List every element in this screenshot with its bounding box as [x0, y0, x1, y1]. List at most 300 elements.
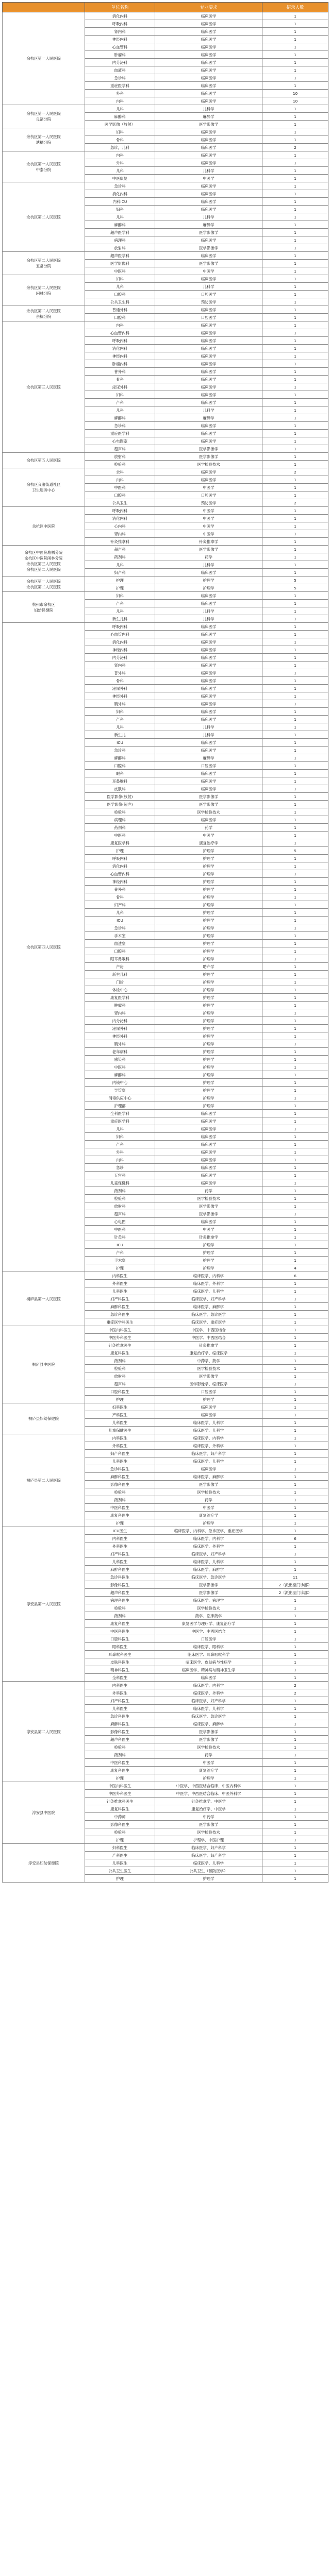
- count-cell: 1: [262, 1496, 328, 1504]
- count-cell: 1: [262, 646, 328, 654]
- major-cell: 临床医学: [155, 1172, 262, 1179]
- count-cell: 1: [262, 685, 328, 692]
- department-cell: 产科: [85, 1249, 155, 1257]
- department-cell: 骨科: [85, 677, 155, 685]
- table-row: [3, 453, 328, 461]
- department-cell: 眼科医生: [85, 1643, 155, 1651]
- department-cell: 放射科: [85, 1372, 155, 1380]
- count-cell: 1: [262, 677, 328, 685]
- count-cell: 1: [262, 1867, 328, 1875]
- org-cell: 余杭区第一人民医院 良渚分院: [3, 105, 85, 128]
- count-cell: 1: [262, 182, 328, 190]
- count-cell: 1: [262, 66, 328, 74]
- major-cell: 公共卫生（预防医学）: [155, 1867, 262, 1875]
- count-cell: 1: [262, 1396, 328, 1403]
- count-cell: 1: [262, 221, 328, 229]
- major-cell: 临床医学、妇产科学: [155, 1852, 262, 1859]
- major-cell: 医学检验技术: [155, 1743, 262, 1751]
- department-cell: 中医科: [85, 832, 155, 839]
- major-cell: 临床医学: [155, 383, 262, 391]
- major-cell: 临床医学: [155, 159, 262, 167]
- count-cell: 1: [262, 1172, 328, 1179]
- header-cell-department: 单位名称: [85, 3, 155, 12]
- count-cell: 1: [262, 1156, 328, 1164]
- department-cell: 眼科: [85, 770, 155, 777]
- major-cell: 中医学: [155, 175, 262, 182]
- count-cell: 1: [262, 1117, 328, 1125]
- count-cell: 1: [262, 538, 328, 546]
- major-cell: 临床医学: [155, 74, 262, 82]
- major-cell: 针灸推拿学: [155, 1342, 262, 1349]
- count-cell: 1: [262, 1148, 328, 1156]
- department-cell: 妇科医生: [85, 1403, 155, 1411]
- department-cell: 麻醉科医生: [85, 1303, 155, 1311]
- major-cell: 临床医学: [155, 51, 262, 59]
- department-cell: 中医外科医生: [85, 1334, 155, 1342]
- org-cell: 余杭区中医院: [3, 507, 85, 546]
- department-cell: ICU: [85, 739, 155, 747]
- department-cell: 口腔科: [85, 762, 155, 770]
- department-cell: 急诊科医生: [85, 1311, 155, 1318]
- major-cell: 药学: [155, 553, 262, 561]
- count-cell: 1: [262, 1658, 328, 1666]
- department-cell: 康复科医生: [85, 1620, 155, 1628]
- department-cell: 内科: [85, 1156, 155, 1164]
- major-cell: 医学检验技术: [155, 1604, 262, 1612]
- major-cell: 临床医学: [155, 1164, 262, 1172]
- department-cell: 超声医学科: [85, 229, 155, 236]
- major-cell: 药学: [155, 1496, 262, 1504]
- count-cell: 1: [262, 1821, 328, 1828]
- major-cell: 护理学: [155, 1079, 262, 1087]
- major-cell: 临床医学、病理学: [155, 1597, 262, 1604]
- count-cell: 1: [262, 1303, 328, 1311]
- department-cell: 耳鼻喉科: [85, 777, 155, 785]
- major-cell: 医学影像学: [155, 546, 262, 553]
- count-cell: 1: [262, 1110, 328, 1117]
- department-cell: 心电图: [85, 1218, 155, 1226]
- count-cell: 1: [262, 716, 328, 723]
- major-cell: 药学: [155, 1187, 262, 1195]
- count-cell: 2: [262, 1689, 328, 1697]
- org-cell: 余杭区中医院塘栖分院 余杭区中医院闲林分院 余杭区第三人民医院 余杭区第二人民医院: [3, 546, 85, 577]
- department-cell: 五官科: [85, 1172, 155, 1179]
- count-cell: 1: [262, 1025, 328, 1032]
- department-cell: 神经外科: [85, 692, 155, 700]
- org-cell: 淳安县中医院: [3, 1782, 85, 1844]
- department-cell: 康复医学科: [85, 994, 155, 1002]
- count-cell: 1: [262, 1751, 328, 1759]
- major-cell: 临床医学: [155, 352, 262, 360]
- major-cell: 药学: [155, 1751, 262, 1759]
- major-cell: 针灸推拿学、中医学: [155, 1798, 262, 1805]
- major-cell: 护理学: [155, 870, 262, 878]
- department-cell: 妇科: [85, 128, 155, 136]
- count-cell: 1: [262, 1365, 328, 1372]
- count-cell: 1: [262, 824, 328, 832]
- major-cell: 中医学: [155, 1226, 262, 1233]
- org-cell: 桐庐县中医院: [3, 1326, 85, 1403]
- department-cell: 儿科: [85, 283, 155, 291]
- department-cell: 骨科: [85, 893, 155, 901]
- count-cell: 1: [262, 909, 328, 917]
- department-cell: 急诊科: [85, 422, 155, 430]
- major-cell: 护理学: [155, 924, 262, 932]
- department-cell: 肾内科: [85, 28, 155, 36]
- department-cell: 检验科: [85, 1488, 155, 1496]
- count-cell: 1: [262, 105, 328, 113]
- table-body: [3, 12, 328, 1883]
- major-cell: 康复治疗学: [155, 1767, 262, 1774]
- table-row: [3, 468, 328, 476]
- major-cell: 康复医学与理疗学、康复治疗学: [155, 1620, 262, 1628]
- major-cell: 临床医学: [155, 747, 262, 754]
- count-cell: 2: [262, 144, 328, 151]
- major-cell: 护理学: [155, 1063, 262, 1071]
- major-cell: 针灸推拿学: [155, 1233, 262, 1241]
- major-cell: 临床医学: [155, 592, 262, 600]
- count-cell: 1: [262, 1295, 328, 1303]
- major-cell: 临床医学: [155, 82, 262, 90]
- department-cell: 护理: [85, 1875, 155, 1883]
- department-cell: 内科: [85, 476, 155, 484]
- table-row: [3, 592, 328, 600]
- count-cell: 1: [262, 700, 328, 708]
- department-cell: 新生儿科: [85, 971, 155, 978]
- department-cell: 消毒供应中心: [85, 1094, 155, 1102]
- count-cell: 1: [262, 306, 328, 314]
- major-cell: 临床医学、急诊医学: [155, 1713, 262, 1720]
- department-cell: 口腔科: [85, 947, 155, 955]
- count-cell: 1: [262, 1094, 328, 1102]
- major-cell: 临床医学: [155, 623, 262, 631]
- department-cell: 口腔科医生: [85, 1635, 155, 1643]
- major-cell: 麻醉学: [155, 414, 262, 422]
- department-cell: 针灸推拿科: [85, 538, 155, 546]
- count-cell: 1: [262, 662, 328, 669]
- major-cell: 临床医学: [155, 59, 262, 66]
- count-cell: 1: [262, 1202, 328, 1210]
- count-cell: 1: [262, 638, 328, 646]
- count-cell: 1: [262, 654, 328, 662]
- major-cell: 临床医学: [155, 692, 262, 700]
- major-cell: 儿科学: [155, 723, 262, 731]
- count-cell: 1: [262, 1079, 328, 1087]
- table-row: [3, 306, 328, 314]
- major-cell: 临床医学、妇产科学: [155, 1450, 262, 1458]
- count-cell: 1: [262, 1488, 328, 1496]
- count-cell: 1: [262, 723, 328, 731]
- count-cell: 1: [262, 739, 328, 747]
- count-cell: 1: [262, 1009, 328, 1017]
- count-cell: 1: [262, 1318, 328, 1326]
- department-cell: 精神科医生: [85, 1666, 155, 1674]
- major-cell: 护理学: [155, 1875, 262, 1883]
- org-cell: 杭州市余杭区 妇幼保健院: [3, 592, 85, 623]
- table-row: [3, 1782, 328, 1790]
- count-cell: 1: [262, 1628, 328, 1635]
- count-cell: 1: [262, 623, 328, 631]
- org-cell: 淳安县第二人民医院: [3, 1682, 85, 1782]
- department-cell: 护理: [85, 1519, 155, 1527]
- department-cell: 普外科: [85, 368, 155, 376]
- department-cell: 血液科: [85, 66, 155, 74]
- count-cell: 1: [262, 994, 328, 1002]
- major-cell: 护理学: [155, 577, 262, 584]
- org-cell: 余杭区第三人民医院: [3, 321, 85, 453]
- major-cell: 助产学: [155, 963, 262, 971]
- major-cell: 临床医学、儿科学: [155, 1859, 262, 1867]
- major-cell: 临床医学: [155, 1403, 262, 1411]
- department-cell: 药剂科: [85, 824, 155, 832]
- department-cell: 普通外科: [85, 306, 155, 314]
- major-cell: 康复治疗学、中医学: [155, 1805, 262, 1813]
- count-cell: 1: [262, 1852, 328, 1859]
- major-cell: 临床医学: [155, 770, 262, 777]
- major-cell: 儿科学: [155, 213, 262, 221]
- count-cell: 1: [262, 1249, 328, 1257]
- major-cell: 药学、临床药学: [155, 1612, 262, 1620]
- major-cell: 临床医学、眼科学: [155, 1643, 262, 1651]
- major-cell: 临床医学、外科学: [155, 1689, 262, 1697]
- major-cell: 临床医学: [155, 600, 262, 607]
- department-cell: 心血管科: [85, 43, 155, 51]
- department-cell: 神经内科: [85, 646, 155, 654]
- department-cell: 医学影像（放射）: [85, 121, 155, 128]
- count-cell: 2: [262, 1682, 328, 1689]
- major-cell: 医学影像学: [155, 260, 262, 267]
- department-cell: 儿科: [85, 213, 155, 221]
- major-cell: 临床医学: [155, 437, 262, 445]
- major-cell: 临床医学: [155, 1156, 262, 1164]
- major-cell: 护理学: [155, 1025, 262, 1032]
- count-cell: 10: [262, 90, 328, 97]
- major-cell: 中医学: [155, 484, 262, 492]
- major-cell: 医学影像学: [155, 453, 262, 461]
- major-cell: 临床医学、麻醉学: [155, 1720, 262, 1728]
- department-cell: 中医康复: [85, 175, 155, 182]
- count-cell: 1: [262, 113, 328, 121]
- department-cell: 内科医生: [85, 1434, 155, 1442]
- major-cell: 临床医学: [155, 360, 262, 368]
- department-cell: 急诊科医生: [85, 1465, 155, 1473]
- major-cell: 临床医学、儿科学: [155, 1705, 262, 1713]
- count-cell: 1: [262, 1767, 328, 1774]
- major-cell: 临床医学: [155, 90, 262, 97]
- department-cell: 妇科: [85, 1133, 155, 1141]
- department-cell: 呼吸内科: [85, 855, 155, 862]
- department-cell: 儿科医生: [85, 1705, 155, 1713]
- major-cell: 儿科学: [155, 283, 262, 291]
- department-cell: 影像科医生: [85, 1581, 155, 1589]
- department-cell: 药剂科: [85, 1187, 155, 1195]
- major-cell: 临床医学、皮肤病与性病学: [155, 1658, 262, 1666]
- major-cell: 临床医学: [155, 20, 262, 28]
- major-cell: 临床医学: [155, 739, 262, 747]
- major-cell: 药学: [155, 824, 262, 832]
- department-cell: 儿科医生: [85, 1558, 155, 1566]
- count-cell: 1: [262, 522, 328, 530]
- count-cell: 1: [262, 855, 328, 862]
- major-cell: 中医学、中西医结合临床、中医外科学: [155, 1790, 262, 1798]
- count-cell: 1: [262, 36, 328, 43]
- major-cell: 护理学: [155, 1396, 262, 1403]
- major-cell: 医学影像学: [155, 1481, 262, 1488]
- count-cell: 1: [262, 368, 328, 376]
- major-cell: 临床医学、儿科学: [155, 1427, 262, 1434]
- department-cell: 口腔科: [85, 492, 155, 499]
- major-cell: 护理学: [155, 1071, 262, 1079]
- major-cell: 临床医学: [155, 1465, 262, 1473]
- department-cell: 内科: [85, 321, 155, 329]
- department-cell: 儿童保健医生: [85, 1427, 155, 1434]
- department-cell: 放射科: [85, 1202, 155, 1210]
- department-cell: 检验科: [85, 1604, 155, 1612]
- department-cell: 呼吸内科: [85, 337, 155, 345]
- major-cell: 医学影像学: [155, 1210, 262, 1218]
- count-cell: 1: [262, 1133, 328, 1141]
- major-cell: 临床医学: [155, 708, 262, 716]
- count-cell: 1: [262, 1798, 328, 1805]
- major-cell: 医学影像学: [155, 1589, 262, 1597]
- department-cell: 医学影像(放射): [85, 793, 155, 801]
- department-cell: 血透室: [85, 940, 155, 947]
- major-cell: 临床医学: [155, 182, 262, 190]
- count-cell: 1: [262, 1342, 328, 1349]
- major-cell: 中医学: [155, 507, 262, 515]
- major-cell: 中医学: [155, 522, 262, 530]
- count-cell: 1: [262, 1257, 328, 1264]
- count-cell: 1: [262, 955, 328, 963]
- count-cell: 1: [262, 793, 328, 801]
- major-cell: 临床医学: [155, 151, 262, 159]
- major-cell: 口腔医学: [155, 762, 262, 770]
- major-cell: 护理学: [155, 1094, 262, 1102]
- count-cell: 1: [262, 1141, 328, 1148]
- department-cell: 呼吸内科: [85, 20, 155, 28]
- major-cell: 口腔医学: [155, 1635, 262, 1643]
- count-cell: 1: [262, 314, 328, 321]
- department-cell: 急诊科: [85, 182, 155, 190]
- department-cell: 麻醉科: [85, 221, 155, 229]
- count-cell: 1: [262, 128, 328, 136]
- count-cell: 1: [262, 669, 328, 677]
- department-cell: 影像科医生: [85, 1481, 155, 1488]
- org-cell: 余杭区第二人民医院 余杭分院: [3, 306, 85, 321]
- count-cell: 1: [262, 406, 328, 414]
- count-cell: 1: [262, 275, 328, 283]
- major-cell: 护理学: [155, 855, 262, 862]
- department-cell: 消化内科: [85, 862, 155, 870]
- department-cell: 公共卫生: [85, 499, 155, 507]
- table-row: [3, 1434, 328, 1442]
- department-cell: 内分泌科: [85, 654, 155, 662]
- major-cell: 临床医学: [155, 638, 262, 646]
- count-cell: 1: [262, 422, 328, 430]
- department-cell: 儿科: [85, 909, 155, 917]
- count-cell: 1: [262, 917, 328, 924]
- department-cell: 急诊科: [85, 74, 155, 82]
- org-cell: 余杭区第二人民医院 五常分院: [3, 252, 85, 275]
- org-cell: 余杭区第四人民医院: [3, 623, 85, 1272]
- major-cell: 临床医学: [155, 252, 262, 260]
- count-cell: 1: [262, 1233, 328, 1241]
- department-cell: 神经内科: [85, 352, 155, 360]
- major-cell: 临床医学: [155, 677, 262, 685]
- department-cell: 内镜中心: [85, 1079, 155, 1087]
- count-cell: 1: [262, 692, 328, 700]
- count-cell: 1: [262, 1071, 328, 1079]
- count-cell: 1: [262, 1419, 328, 1427]
- count-cell: 1: [262, 1002, 328, 1009]
- department-cell: 儿科医生: [85, 1287, 155, 1295]
- major-cell: 临床医学: [155, 1141, 262, 1148]
- major-cell: 护理学: [155, 1257, 262, 1264]
- count-cell: 1: [262, 747, 328, 754]
- department-cell: 急诊科: [85, 924, 155, 932]
- count-cell: 1: [262, 1210, 328, 1218]
- count-cell: 1: [262, 901, 328, 909]
- department-cell: 中医外科医生: [85, 1790, 155, 1798]
- count-cell: 1: [262, 1481, 328, 1488]
- department-cell: 产科: [85, 600, 155, 607]
- department-cell: 老年病科: [85, 1048, 155, 1056]
- department-cell: 检验科: [85, 1365, 155, 1372]
- major-cell: 临床医学: [155, 28, 262, 36]
- count-cell: 1: [262, 1759, 328, 1767]
- count-cell: 1: [262, 1403, 328, 1411]
- table-row: [3, 105, 328, 113]
- major-cell: 医学影像学: [155, 1736, 262, 1743]
- count-cell: 1: [262, 453, 328, 461]
- count-cell: 1: [262, 151, 328, 159]
- major-cell: 临床医学: [155, 700, 262, 708]
- major-cell: 口腔医学: [155, 492, 262, 499]
- count-cell: 1: [262, 1604, 328, 1612]
- count-cell: 1: [262, 391, 328, 399]
- major-cell: 临床医学: [155, 136, 262, 144]
- department-cell: 妇产科医生: [85, 1550, 155, 1558]
- table-row: [3, 1844, 328, 1852]
- org-cell: 余杭区第一人民医院 余杭区第二人民医院: [3, 577, 85, 592]
- department-cell: 影像科医生: [85, 1821, 155, 1828]
- major-cell: 临床医学、妇产科学: [155, 1844, 262, 1852]
- major-cell: 护理学: [155, 917, 262, 924]
- count-cell: 1: [262, 252, 328, 260]
- department-cell: 妇科: [85, 592, 155, 600]
- count-cell: 1: [262, 708, 328, 716]
- count-cell: 1: [262, 1697, 328, 1705]
- department-cell: 耳鼻喉科医生: [85, 1651, 155, 1658]
- count-cell: 1: [262, 321, 328, 329]
- major-cell: 临床医学、急诊医学: [155, 1573, 262, 1581]
- department-cell: 检验科: [85, 808, 155, 816]
- department-cell: 护理: [85, 1774, 155, 1782]
- count-cell: 1: [262, 1311, 328, 1318]
- table-row: [3, 321, 328, 329]
- department-cell: 超声科: [85, 445, 155, 453]
- department-cell: 泌尿外科: [85, 1025, 155, 1032]
- count-cell: 4: [262, 1264, 328, 1272]
- major-cell: 临床医学、耳鼻咽喉科学: [155, 1651, 262, 1658]
- count-cell: 1: [262, 553, 328, 561]
- count-cell: 1: [262, 1450, 328, 1458]
- department-cell: 公共卫生科: [85, 298, 155, 306]
- major-cell: 护理学: [155, 893, 262, 901]
- major-cell: 护理学: [155, 862, 262, 870]
- department-cell: 妇科医生: [85, 1844, 155, 1852]
- department-cell: 妇产科医生: [85, 1450, 155, 1458]
